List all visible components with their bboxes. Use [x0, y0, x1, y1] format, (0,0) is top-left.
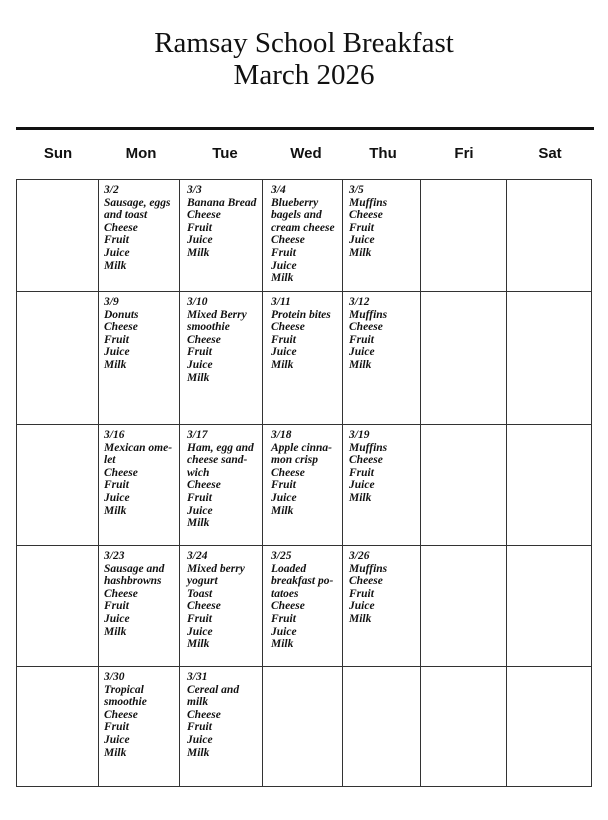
menu-cell-wed	[271, 184, 335, 285]
menu-item: Milk	[104, 358, 127, 371]
menu-item: Juice	[271, 491, 297, 504]
menu-item: Milk	[271, 358, 294, 371]
menu-date: 3/10	[187, 296, 208, 308]
grid-line	[262, 179, 263, 787]
menu-item: hashbrowns	[104, 575, 162, 588]
menu-item: Cheese	[187, 708, 221, 721]
menu-cell-tue	[187, 184, 256, 260]
menu-item: Muffins	[349, 308, 388, 321]
menu-item: Juice	[271, 259, 297, 272]
menu-item: Milk	[187, 246, 210, 259]
menu-item: Milk	[187, 371, 210, 384]
menu-item: breakfast po-	[271, 575, 334, 588]
grid-line	[16, 786, 592, 787]
menu-item: Muffins	[349, 441, 388, 454]
menu-item: Juice	[104, 491, 130, 504]
menu-item: Juice	[104, 246, 130, 259]
menu-item: Fruit	[187, 491, 212, 504]
grid-line	[16, 545, 592, 546]
menu-item: Tropical	[104, 683, 144, 696]
menu-item: Sausage, eggs	[104, 196, 171, 209]
menu-date: 3/11	[271, 296, 291, 308]
menu-item: let	[104, 454, 116, 467]
grid-line	[16, 666, 592, 667]
menu-cell-mon	[104, 184, 170, 272]
menu-cell-mon	[104, 671, 147, 759]
day-header-thu: Thu	[369, 145, 397, 162]
menu-item: Milk	[187, 638, 210, 651]
menu-item: Blueberry	[271, 196, 319, 209]
menu-item: Cheese	[349, 575, 383, 588]
menu-item: yogurt	[187, 575, 218, 588]
menu-item: Juice	[349, 346, 375, 359]
menu-cell-thu	[349, 550, 387, 626]
menu-date: 3/2	[104, 184, 119, 196]
menu-item: Ham, egg and	[187, 441, 254, 454]
menu-cell-tue	[187, 296, 247, 384]
menu-item: Juice	[187, 625, 213, 638]
page-title: Ramsay School Breakfast	[154, 27, 454, 59]
menu-item: Cheese	[271, 234, 305, 247]
menu-item: Fruit	[271, 612, 296, 625]
menu-date: 3/24	[187, 550, 208, 562]
menu-item: Cheese	[271, 600, 305, 613]
menu-cell-tue	[187, 550, 245, 651]
menu-item: Cheese	[104, 221, 138, 234]
menu-item: Fruit	[187, 221, 212, 234]
menu-date: 3/12	[349, 296, 370, 308]
menu-date: 3/5	[349, 184, 364, 196]
menu-item: tatoes	[271, 587, 299, 600]
menu-item: Milk	[187, 746, 210, 759]
menu-cell-thu	[349, 184, 387, 260]
menu-item: Cheese	[187, 333, 221, 346]
menu-cell-thu	[349, 429, 387, 505]
menu-item: Mixed berry	[187, 562, 245, 575]
menu-date: 3/31	[187, 671, 208, 683]
menu-cell-tue	[187, 671, 239, 759]
menu-item: Juice	[349, 234, 375, 247]
menu-item: Juice	[271, 346, 297, 359]
menu-item: Cheese	[271, 321, 305, 334]
menu-item: Cheese	[349, 454, 383, 467]
menu-cell-mon	[104, 429, 172, 517]
menu-item: Cheese	[104, 587, 138, 600]
menu-item: Juice	[104, 346, 130, 359]
menu-item: Fruit	[104, 234, 129, 247]
menu-date: 3/23	[104, 550, 125, 562]
menu-item: Mexican ome-	[104, 441, 173, 454]
menu-date: 3/16	[104, 429, 125, 441]
menu-item: Fruit	[271, 479, 296, 492]
menu-item: Fruit	[349, 466, 374, 479]
menu-item: Milk	[104, 625, 127, 638]
menu-item: Milk	[104, 504, 127, 517]
menu-item: Milk	[271, 638, 294, 651]
menu-item: Fruit	[349, 333, 374, 346]
grid-line	[16, 291, 592, 292]
menu-item: Fruit	[104, 333, 129, 346]
menu-item: cream cheese	[271, 221, 335, 234]
menu-item: Cheese	[104, 321, 138, 334]
menu-item: Fruit	[104, 721, 129, 734]
menu-item: Juice	[104, 612, 130, 625]
menu-item: Juice	[187, 733, 213, 746]
grid-line	[506, 179, 507, 787]
menu-cell-thu	[349, 296, 387, 372]
menu-item: Milk	[349, 612, 372, 625]
menu-item: Milk	[349, 358, 372, 371]
grid-line	[420, 179, 421, 787]
menu-item: Juice	[271, 625, 297, 638]
menu-item: Fruit	[349, 587, 374, 600]
menu-item: Fruit	[271, 246, 296, 259]
menu-item: Milk	[271, 272, 294, 285]
menu-item: Cheese	[187, 600, 221, 613]
menu-item: Juice	[349, 479, 375, 492]
menu-item: Donuts	[104, 308, 139, 321]
menu-item: smoothie	[104, 696, 147, 709]
menu-item: Juice	[187, 358, 213, 371]
menu-cell-mon	[104, 296, 139, 372]
menu-item: Juice	[349, 600, 375, 613]
day-header-fri: Fri	[454, 145, 474, 162]
menu-item: Cheese	[104, 466, 138, 479]
menu-date: 3/18	[271, 429, 292, 441]
day-header-tue: Tue	[212, 145, 238, 162]
menu-item: Juice	[187, 504, 213, 517]
menu-item: Cheese	[271, 466, 305, 479]
page-subtitle-month: March 2026	[233, 59, 375, 91]
grid-line	[16, 424, 592, 425]
day-header-sun: Sun	[43, 145, 73, 162]
menu-cell-wed	[271, 296, 331, 372]
menu-item: Juice	[104, 733, 130, 746]
menu-date: 3/19	[349, 429, 370, 441]
menu-item: mon crisp	[271, 454, 318, 467]
menu-item: Juice	[187, 234, 213, 247]
day-header-sat: Sat	[538, 145, 562, 162]
menu-item: Fruit	[349, 221, 374, 234]
menu-item: Milk	[104, 259, 127, 272]
menu-date: 3/9	[104, 296, 119, 308]
menu-item: and toast	[104, 209, 148, 222]
menu-item: Cheese	[349, 209, 383, 222]
menu-item: milk	[187, 696, 209, 709]
menu-item: Toast	[187, 587, 213, 600]
header-rule	[16, 127, 594, 130]
menu-item: Muffins	[349, 196, 388, 209]
menu-item: Cheese	[349, 321, 383, 334]
menu-cell-mon	[104, 550, 164, 638]
menu-cell-tue	[187, 429, 254, 530]
menu-item: Protein bites	[271, 308, 331, 321]
grid-line	[591, 179, 592, 787]
menu-item: Mixed Berry	[187, 308, 247, 321]
menu-cell-wed	[271, 550, 333, 651]
menu-item: Cheese	[187, 479, 221, 492]
menu-item: Fruit	[271, 333, 296, 346]
menu-item: Fruit	[104, 479, 129, 492]
menu-date: 3/17	[187, 429, 208, 441]
menu-item: Milk	[349, 246, 372, 259]
menu-item: bagels and	[271, 209, 322, 222]
menu-item: Fruit	[187, 346, 212, 359]
menu-date: 3/30	[104, 671, 125, 683]
menu-item: Sausage and	[104, 562, 165, 575]
menu-date: 3/3	[187, 184, 202, 196]
menu-item: Fruit	[104, 600, 129, 613]
menu-item: Cereal and	[187, 683, 240, 696]
menu-item: Fruit	[187, 721, 212, 734]
menu-item: Fruit	[187, 612, 212, 625]
menu-item: wich	[187, 466, 210, 479]
menu-item: Apple cinna-	[271, 441, 333, 454]
grid-line	[342, 179, 343, 787]
grid-line	[98, 179, 99, 787]
menu-item: Milk	[271, 504, 294, 517]
menu-item: Milk	[349, 491, 372, 504]
day-header-wed: Wed	[290, 145, 322, 162]
menu-item: Banana Bread	[187, 196, 257, 209]
grid-line	[179, 179, 180, 787]
menu-cell-wed	[271, 429, 332, 517]
menu-item: Milk	[187, 517, 210, 530]
menu-item: Loaded	[271, 562, 307, 575]
menu-item: Cheese	[187, 209, 221, 222]
menu-item: Cheese	[104, 708, 138, 721]
menu-date: 3/25	[271, 550, 292, 562]
menu-item: Muffins	[349, 562, 388, 575]
menu-date: 3/4	[271, 184, 286, 196]
menu-date: 3/26	[349, 550, 370, 562]
menu-item: Milk	[104, 746, 127, 759]
menu-item: cheese sand-	[187, 454, 248, 467]
grid-line	[16, 179, 17, 787]
day-header-mon: Mon	[125, 145, 157, 162]
grid-line	[16, 179, 592, 180]
menu-item: smoothie	[187, 321, 230, 334]
